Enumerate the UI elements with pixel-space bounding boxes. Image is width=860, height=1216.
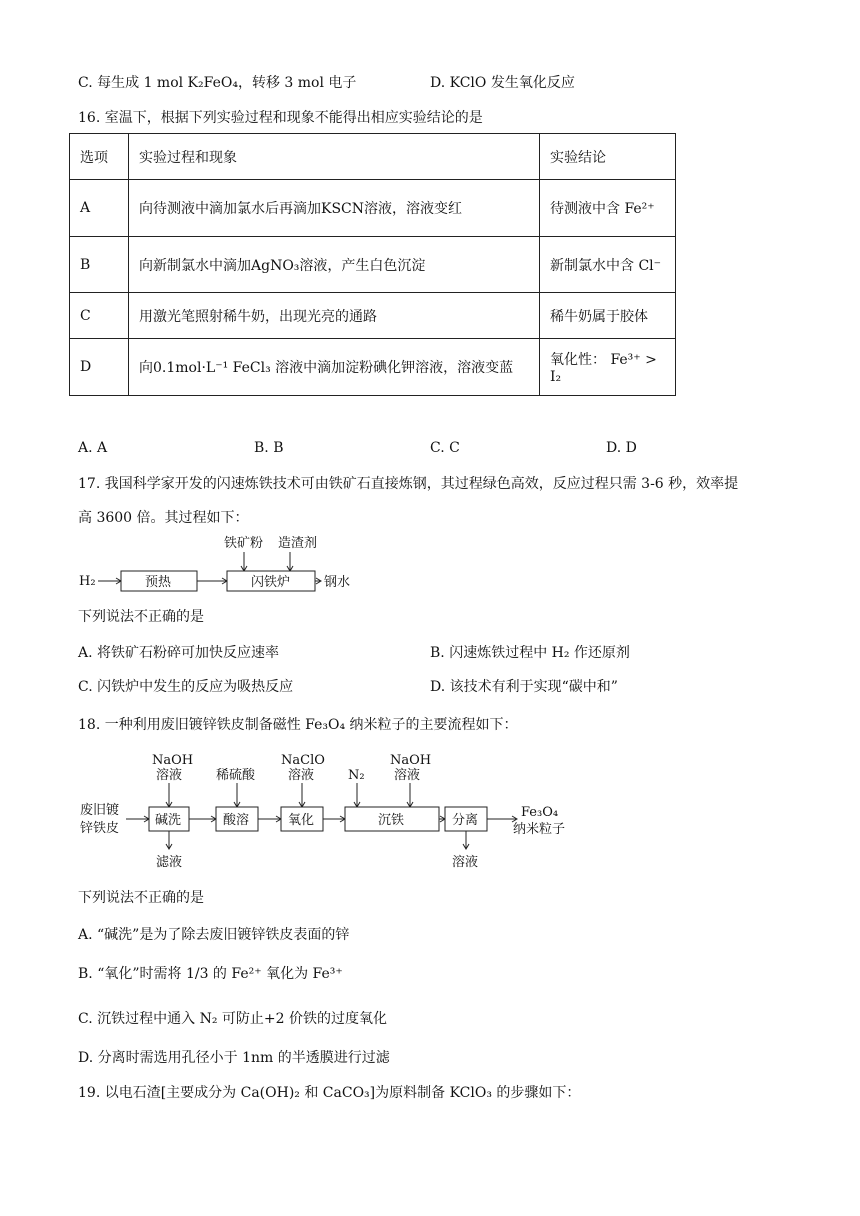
- q19-stem: 19. 以电石渣[主要成分为 Ca(OH)₂ 和 CaCO₃]为原料制备 KClO₃ 的步骤如下：: [78, 1085, 581, 1101]
- q18-prompt: 下列说法不正确的是: [78, 890, 204, 906]
- reagent5-line1: NaOH: [390, 753, 432, 768]
- q17-option-a: A. 将铁矿石粉碎可加快反应速率: [78, 645, 280, 661]
- header-conclusion: 实验结论: [540, 134, 676, 180]
- row-process: 用激光笔照射稀牛奶，出现光亮的通路: [129, 293, 540, 339]
- flow-input: H₂: [79, 574, 96, 589]
- row-option: B: [70, 237, 129, 293]
- flow-feed2: 造渣剂: [278, 536, 318, 551]
- q17-flowchart: [74, 530, 374, 600]
- q17-stem-line2: 高 3600 倍。其过程如下：: [78, 510, 249, 526]
- reagent1-line2: 溶液: [156, 768, 183, 783]
- flow-box2-label: 闪铁炉: [251, 575, 291, 590]
- q18-stem: 18. 一种利用废旧镀锌铁皮制备磁性 Fe₃O₄ 纳米粒子的主要流程如下：: [78, 717, 518, 733]
- step4-label: 沉铁: [378, 813, 405, 828]
- step3-label: 氧化: [288, 813, 315, 828]
- row-process: 向待测液中滴加氯水后再滴加KSCN溶液，溶液变红: [129, 180, 540, 237]
- q15-option-c: C. 每生成 1 mol K₂FeO₄，转移 3 mol 电子: [78, 75, 357, 91]
- q17-stem-line1: 17. 我国科学家开发的闪速炼铁技术可由铁矿石直接炼钢，其过程绿色高效，反应过程只需 3-6 秒，效率提: [78, 476, 739, 492]
- waste1: 滤液: [156, 855, 183, 870]
- start-line2: 锌铁皮: [80, 821, 120, 836]
- reagent5-line2: 溶液: [394, 768, 421, 783]
- step1-label: 碱洗: [155, 813, 182, 828]
- q18-option-c: C. 沉铁过程中通入 N₂ 可防止+2 价铁的过度氧化: [78, 1011, 387, 1027]
- q15-option-d: D. KClO 发生氧化反应: [430, 75, 575, 91]
- table-row: [70, 237, 676, 293]
- product-line1: Fe₃O₄: [521, 805, 559, 820]
- reagent3-line1: NaClO: [281, 753, 325, 768]
- row-conclusion: 待测液中含 Fe²⁺: [540, 180, 676, 237]
- flow-feed1: 铁矿粉: [224, 536, 264, 551]
- q16-answer-d: D. D: [606, 440, 637, 456]
- q16-answer-a: A. A: [78, 440, 108, 456]
- q17-option-c: C. 闪铁炉中发生的反应为吸热反应: [78, 679, 294, 695]
- product-line2: 纳米粒子: [513, 822, 566, 837]
- q17-option-b: B. 闪速炼铁过程中 H₂ 作还原剂: [430, 645, 630, 661]
- table-row: [70, 180, 676, 237]
- q16-stem: 16. 室温下，根据下列实验过程和现象不能得出相应实验结论的是: [78, 110, 483, 126]
- q17-prompt: 下列说法不正确的是: [78, 609, 204, 625]
- header-option: 选项: [70, 134, 129, 180]
- waste2: 溶液: [452, 855, 479, 870]
- reagent2: 稀硫酸: [216, 768, 256, 783]
- row-option: C: [70, 293, 129, 339]
- q16-answer-b: B. B: [254, 440, 284, 456]
- flow-box1-label: 预热: [145, 575, 172, 590]
- q18-option-b: B. “氧化”时需将 1/3 的 Fe²⁺ 氧化为 Fe³⁺: [78, 966, 343, 982]
- start-line1: 废旧镀: [80, 803, 120, 818]
- row-conclusion: 稀牛奶属于胶体: [540, 293, 676, 339]
- table-row: [70, 339, 676, 396]
- row-process: 向0.1mol·L⁻¹ FeCl₃ 溶液中滴加淀粉碘化钾溶液，溶液变蓝: [129, 339, 540, 396]
- reagent4: N₂: [348, 768, 365, 783]
- reagent1-line1: NaOH: [152, 753, 194, 768]
- header-process: 实验过程和现象: [129, 134, 540, 180]
- q18-option-a: A. “碱洗”是为了除去废旧镀锌铁皮表面的锌: [78, 927, 350, 943]
- q16-table: [69, 133, 676, 396]
- table-row: [70, 293, 676, 339]
- q18-flowchart: [76, 748, 586, 876]
- row-option: A: [70, 180, 129, 237]
- row-conclusion: 氧化性： Fe³⁺ > I₂: [540, 339, 676, 396]
- step5-label: 分离: [452, 813, 479, 828]
- q16-answer-c: C. C: [430, 440, 460, 456]
- row-process: 向新制氯水中滴加AgNO₃溶液，产生白色沉淀: [129, 237, 540, 293]
- table-header-row: [70, 134, 676, 180]
- reagent3-line2: 溶液: [288, 768, 315, 783]
- q18-option-d: D. 分离时需选用孔径小于 1nm 的半透膜进行过滤: [78, 1050, 390, 1066]
- row-option: D: [70, 339, 129, 396]
- row-conclusion: 新制氯水中含 Cl⁻: [540, 237, 676, 293]
- flow-output: 钢水: [324, 575, 351, 590]
- step2-label: 酸溶: [223, 813, 250, 828]
- q17-option-d: D. 该技术有利于实现“碳中和”: [430, 679, 618, 695]
